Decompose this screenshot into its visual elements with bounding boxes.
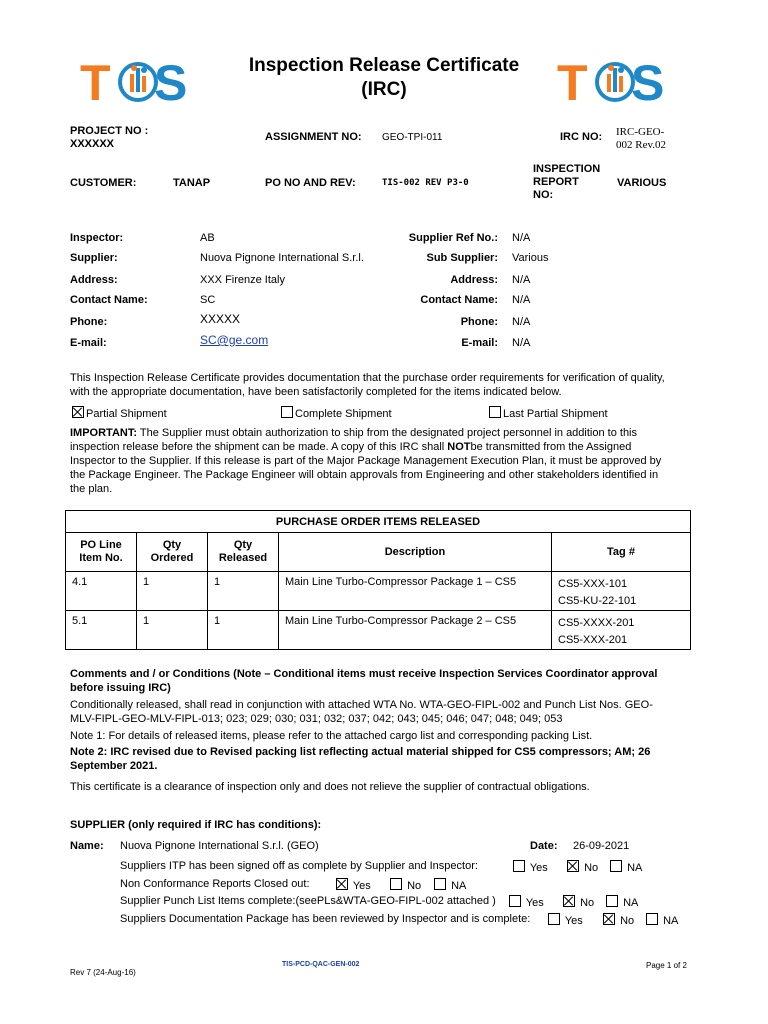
last-partial-shipment-checkbox[interactable]	[489, 406, 501, 418]
note-1: Note 1: For details of released items, please refer to the attached cargo list and corresponding packing List.	[70, 730, 593, 742]
complete-shipment-checkbox[interactable]	[281, 406, 293, 418]
ncr-no[interactable]: No	[390, 878, 421, 892]
title-line-1: Inspection Release Certificate	[248, 55, 520, 76]
supplier-name-value: Nuova Pignone International S.r.l. (GEO)	[120, 840, 319, 852]
table-row	[66, 611, 691, 650]
punch-yes-checkbox[interactable]	[509, 895, 521, 907]
qty-released-cell: 1	[208, 611, 279, 650]
note-2: Note 2: IRC revised due to Revised packing list reflecting actual material shipped for CS5 compressors; AM; 26 September 2021.	[70, 746, 651, 772]
contact-left-value: XXX Firenze Italy	[200, 274, 285, 286]
important-notice: IMPORTANT: The Supplier must obtain authorization to ship from the designated project personnel in addition to this inspection release before the shipment can be made. A copy of this IRC shall NOTbe transmitted from the Assigned Inspector to the Supplier. If this release is part of the Major Package Management Execution Plan, it must be approved by the Package Engineer. The Package Engineer will obtain approvals from Engineering and other stakeholders identified in the plan.	[70, 427, 662, 495]
tag-cell: CS5-XXX-101 CS5-KU-22-101	[552, 572, 691, 611]
inspection-report-value: VARIOUS	[617, 177, 667, 189]
contact-right-value: N/A	[512, 294, 531, 306]
supplier-email-link[interactable]: SC@ge.com	[200, 333, 269, 347]
footer-page-number: Page 1 of 2	[646, 961, 687, 970]
contact-left-value: XXXXX	[200, 312, 241, 326]
contact-left-label: Supplier:	[70, 252, 118, 264]
po-label: PO NO AND REV:	[265, 177, 356, 189]
comments-heading: Comments and / or Conditions (Note – Conditional items must receive Inspection Services Coordinator approval before issuing IRC)	[70, 668, 658, 694]
tag-cell: CS5-XXXX-201 CS5-XXX-201	[552, 611, 691, 650]
doc-yes-checkbox[interactable]	[548, 913, 560, 925]
tis-logo-right	[555, 50, 675, 110]
description-cell: Main Line Turbo-Compressor Package 2 – CS5	[279, 611, 552, 650]
contact-left-value: Nuova Pignone International S.r.l.	[200, 252, 364, 264]
complete-shipment-option[interactable]: Complete Shipment	[281, 406, 392, 420]
logo-s: S	[154, 55, 188, 110]
contact-left-label: Address:	[70, 274, 118, 286]
customer-label: CUSTOMER:	[70, 177, 137, 189]
ncr-na[interactable]: NA	[434, 878, 466, 892]
ncr-na-checkbox[interactable]	[434, 878, 446, 890]
contact-right-value: Various	[512, 252, 549, 264]
col-tag: Tag #	[552, 533, 691, 572]
supplier-date-label: Date:	[530, 840, 558, 852]
punch-no-checkbox[interactable]	[563, 895, 575, 907]
itp-na-checkbox[interactable]	[610, 860, 622, 872]
itp-na[interactable]: NA	[610, 860, 642, 874]
assignment-value: GEO-TPI-011	[382, 132, 443, 143]
col-po-line: PO Line Item No.	[66, 533, 137, 572]
punch-no[interactable]: No	[563, 895, 594, 909]
contact-right-value: N/A	[512, 232, 531, 244]
po-line-cell: 4.1	[66, 572, 137, 611]
comments-conditions: Conditionally released, shall read in conjunction with attached WTA No. WTA-GEO-FIPL-002 and Punch List Nos. GEO- MLV-FIPL-GEO-MLV-FIPL-013; 023; 029; 030; 031; 032; 037; 042; 043; 045; 046; 047; 048; 049; 053	[70, 699, 653, 725]
document-title	[200, 54, 568, 102]
contact-right-label: Sub Supplier:	[426, 252, 498, 264]
contact-right-label: Supplier Ref No.:	[408, 232, 498, 244]
question-documentation: Suppliers Documentation Package has been reviewed by Inspector and is complete:	[120, 913, 531, 925]
doc-na-checkbox[interactable]	[646, 913, 658, 925]
footer-doc-number: TIS-PCD-QAC-GEN-002	[282, 961, 360, 968]
partial-shipment-option[interactable]: Partial Shipment	[72, 406, 167, 420]
itp-yes-checkbox[interactable]	[513, 860, 525, 872]
question-punch-list: Supplier Punch List Items complete:(seePLs&WTA-GEO-FIPL-002 attached )	[120, 895, 496, 907]
po-table-title: PURCHASE ORDER ITEMS RELEASED	[66, 511, 691, 533]
customer-value: TANAP	[173, 177, 211, 189]
contact-right-label: Address:	[450, 274, 498, 286]
punch-na-checkbox[interactable]	[606, 895, 618, 907]
project-field: PROJECT NO : XXXXXX	[70, 125, 149, 150]
logo-t: T	[80, 55, 111, 110]
clearance-statement: This certificate is a clearance of inspection only and does not relieve the supplier of contractual obligations.	[70, 781, 590, 793]
ncr-yes[interactable]: Yes	[336, 878, 371, 892]
ncr-yes-checkbox[interactable]	[336, 878, 348, 890]
contact-left-label: Phone:	[70, 316, 108, 328]
qty-ordered-cell: 1	[137, 572, 208, 611]
inspection-report-label: INSPECTION REPORT NO:	[533, 163, 601, 201]
doc-yes[interactable]: Yes	[548, 913, 583, 927]
partial-shipment-checkbox[interactable]	[72, 406, 84, 418]
tis-logo-left	[78, 50, 198, 110]
qty-released-cell: 1	[208, 572, 279, 611]
itp-yes[interactable]: Yes	[513, 860, 548, 874]
supplier-name-label: Name:	[70, 840, 104, 852]
itp-no-checkbox[interactable]	[567, 860, 579, 872]
contact-right-value: N/A	[512, 274, 531, 286]
contact-right-value: N/A	[512, 337, 531, 349]
supplier-date-value: 26-09-2021	[573, 840, 630, 852]
col-description: Description	[279, 533, 552, 572]
title-line-2: (IRC)	[361, 79, 407, 100]
punch-na[interactable]: NA	[606, 895, 638, 909]
ncr-no-checkbox[interactable]	[390, 878, 402, 890]
table-row	[66, 572, 691, 611]
footer-revision: Rev 7 (24-Aug-16)	[70, 968, 136, 977]
contact-left-label: Contact Name:	[70, 294, 148, 306]
contact-right-value: N/A	[512, 316, 531, 328]
irc-value: IRC-GEO- 002 Rev.02	[616, 126, 667, 151]
contact-right-label: Phone:	[460, 316, 498, 328]
contact-left-label: Inspector:	[70, 232, 124, 244]
doc-no-checkbox[interactable]	[603, 913, 615, 925]
qty-ordered-cell: 1	[137, 611, 208, 650]
description-cell: Main Line Turbo-Compressor Package 1 – CS5	[279, 572, 552, 611]
col-qty-released: Qty Released	[208, 533, 279, 572]
svg-text:S: S	[631, 55, 665, 110]
contact-left-value: AB	[200, 232, 215, 244]
itp-no[interactable]: No	[567, 860, 598, 874]
supplier-heading: SUPPLIER (only required if IRC has conditions):	[70, 819, 322, 831]
contact-left-value: SC	[200, 294, 216, 306]
punch-yes[interactable]: Yes	[509, 895, 544, 909]
col-qty-ordered: Qty Ordered	[137, 533, 208, 572]
question-ncr: Non Conformance Reports Closed out:	[120, 878, 310, 890]
contact-left-label: E-mail:	[70, 337, 107, 349]
contact-right-label: Contact Name:	[420, 294, 498, 306]
assignment-label: ASSIGNMENT NO:	[265, 131, 362, 143]
intro-paragraph: This Inspection Release Certificate provides documentation that the purchase order requirements for verification of quality, with the appropriate documentation, have been satisfactorily completed for the items indicated below.	[70, 372, 665, 398]
svg-text:T: T	[557, 55, 588, 110]
doc-no[interactable]: No	[603, 913, 634, 927]
irc-label: IRC NO:	[560, 131, 603, 143]
po-value: TIS-002 REV P3-0	[382, 178, 469, 188]
doc-na[interactable]: NA	[646, 913, 678, 927]
question-itp: Suppliers ITP has been signed off as complete by Supplier and Inspector:	[120, 860, 478, 872]
contact-right-label: E-mail:	[461, 337, 498, 349]
po-line-cell: 5.1	[66, 611, 137, 650]
po-items-table	[65, 510, 691, 650]
last-partial-shipment-option[interactable]: Last Partial Shipment	[489, 406, 608, 420]
